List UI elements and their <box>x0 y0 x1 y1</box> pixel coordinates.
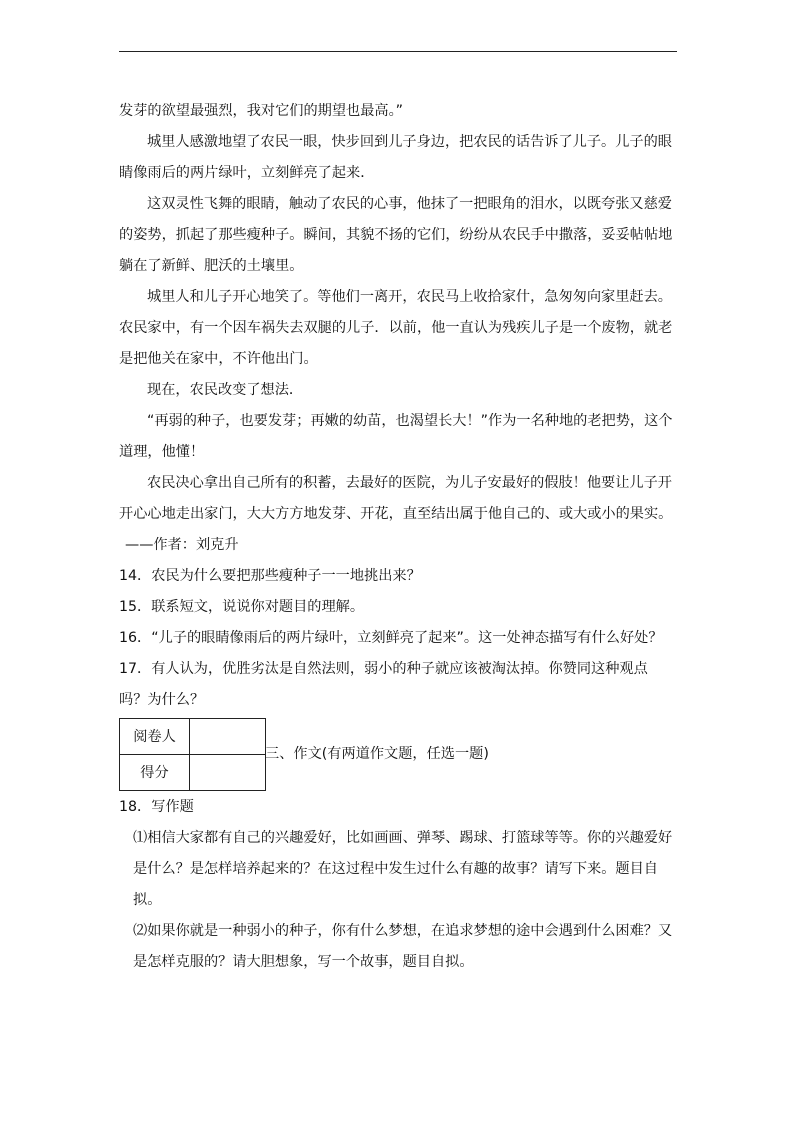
question-14: 14．农民为什么要把那些瘦种子一一地挑出来？ <box>119 568 421 584</box>
essay-option-1: ⑴相信大家都有自己的兴趣爱好，比如画画、弹琴、踢球、打篮球等等。你的兴趣爱好是什么？是怎样培养起来的？在这过程中发生过什么有趣的故事？请写下来。题目自拟。 <box>133 830 673 908</box>
question-18: 18．写作题 <box>119 799 194 815</box>
question-16: 16．“儿子的眼睛像雨后的两片绿叶，立刻鲜亮了起来”。这一处神态描写有什么好处？ <box>119 630 663 646</box>
passage-paragraph-7: 农民决心拿出自己所有的积蓄，去最好的医院，为儿子安最好的假肢！他要让儿子开开心心地走出家门，大大方方地发芽、开花，直至结出属于他自己的、或大或小的果实。 <box>119 475 673 522</box>
passage-paragraph-1: 发芽的欲望最强烈，我对它们的期望也最高。” <box>119 103 404 119</box>
passage-paragraph-5: 现在，农民改变了想法． <box>147 382 304 398</box>
header-rule <box>119 51 677 52</box>
reviewer-blank <box>190 719 266 755</box>
score-blank <box>190 755 266 791</box>
score-section <box>119 718 677 792</box>
score-label: 得分 <box>120 755 190 791</box>
passage-paragraph-6: “再弱的种子，也要发芽；再嫩的幼苗，也渴望长大！”作为一名种地的老把势，这个道理，他懂！ <box>119 413 673 460</box>
page-content <box>119 96 677 978</box>
essay-option-2: ⑵如果你就是一种弱小的种子，你有什么梦想，在追求梦想的途中会遇到什么困难？又是怎样克服的？请大胆想象，写一个故事，题目自拟。 <box>133 923 673 970</box>
passage-paragraph-3: 这双灵性飞舞的眼睛，触动了农民的心事，他抹了一把眼角的泪水，以既夸张又慈爱的姿势，抓起了那些瘦种子。瞬间，其貌不扬的它们，纷纷从农民手中撒落，妥妥帖帖地躺在了新鲜、肥沃的土壤里。 <box>119 196 673 274</box>
score-table <box>119 718 266 791</box>
passage-author: ——作者：刘克升 <box>125 537 239 553</box>
question-15: 15．联系短文，说说你对题目的理解。 <box>119 599 365 615</box>
section-heading: 三、作文(有两道作文题，任选一题) <box>265 746 489 762</box>
passage-paragraph-2: 城里人感激地望了农民一眼，快步回到儿子身边，把农民的话告诉了儿子。儿子的眼睛像雨后的两片绿叶，立刻鲜亮了起来． <box>119 134 672 181</box>
reviewer-label: 阅卷人 <box>120 719 190 755</box>
question-17: 17．有人认为，优胜劣汰是自然法则，弱小的种子就应该被淘汰掉。你赞同这种观点吗？为什么？ <box>119 661 648 708</box>
passage-paragraph-4: 城里人和儿子开心地笑了。等他们一离开，农民马上收拾家什，急匆匆向家里赶去。农民家中，有一个因车祸失去双腿的儿子．以前，他一直认为残疾儿子是一个废物，就老是把他关在家中，不许他出门。 <box>119 289 673 367</box>
